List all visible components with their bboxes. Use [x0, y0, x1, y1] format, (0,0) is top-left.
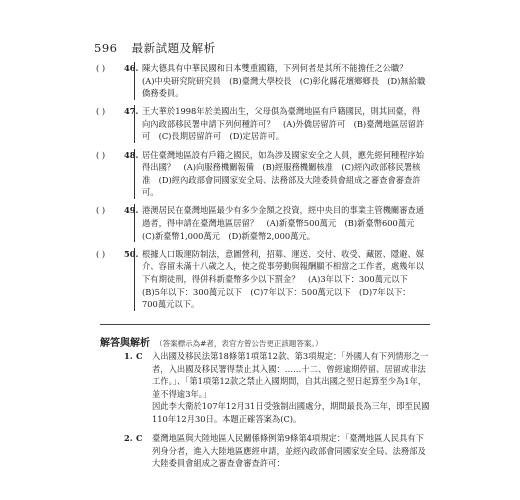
question-item [96, 204, 426, 242]
question-list [96, 62, 426, 316]
page-header [94, 40, 216, 56]
question-number: 46. [124, 63, 139, 73]
answer-number: 1. [124, 351, 133, 361]
question-number: 47. [124, 106, 139, 117]
answer-explanation [100, 350, 430, 426]
answer-number: 2. [124, 433, 133, 443]
question-number: 49. [124, 205, 139, 216]
answer-blank: ( ) [96, 248, 106, 259]
question-item [96, 62, 426, 100]
answer-choice: C [136, 433, 143, 443]
question-number: 48. [124, 149, 139, 160]
section-subtitle: （答案標示為#者，表官方曾公告更正該題答案。） [155, 339, 323, 348]
explanation-paragraph: 臺灣地區與大陸地區人民關係條例第9條第4項規定：「臺灣地區人民具有下列身分者，進入大陸地區應經申請，並經內政部會同國家安全局、法務部及大陸委員會組成之審查會審查許可： [152, 433, 426, 469]
question-item [96, 248, 426, 311]
question-text: 陳大德具有中華民國和日本雙重國籍，下列何者是其所不能擔任之公職？ (A)中央研究院研究員 (B)臺灣大學校長 (C)彰化縣花壇鄉鄉長 (D)無給職僑務委員。 [142, 63, 426, 99]
explanation-paragraph: 因此李大衛於107年12月31日受強制出國處分，期間最長為三年，即至民國110年12月30日。本題正確答案為(C)。 [152, 401, 430, 424]
answer-blank: ( ) [96, 106, 106, 117]
answer-explanation [100, 432, 430, 470]
question-text: 根據人口販運防制法，意圖營利，招募、運送、交付、收受、藏匿、隱避、媒介、容留未滿十八歲之人，使之從事勞動與報酬顯不相當之工作者，處幾年以下有期徒刑，得併科新臺幣多少以下罰金？ (A)3年以下：300萬元以下 (B)5年以下：300萬元以下 (C)7年以下：500萬元以下 (D)7年以下：700萬元以下。 [142, 248, 425, 310]
answer-blank: ( ) [96, 149, 106, 160]
question-item [96, 105, 426, 143]
answer-choice: C [136, 351, 143, 361]
explanation-paragraph: 入出國及移民法第18條第1項第12款、第3項規定：「外國人有下列情形之一者，入出國及移民署得禁止其入國：……十二、曾經逾期停留、居留或非法工作。」、「第1項第12款之禁止入國期間，自其出國之翌日起算至少為1年，並不得逾3年。」 [152, 351, 429, 399]
answer-item [100, 432, 430, 470]
answer-section-header [100, 324, 430, 350]
answer-blank: ( ) [96, 63, 106, 73]
section-title: 解答與解析 [100, 338, 150, 349]
answer-blank: ( ) [96, 205, 106, 216]
question-text: 港澳居民在臺灣地區最少有多少金額之投資，經中央目的事業主管機關審查通過者，得申請在臺灣地區居留？ (A)新臺幣500萬元 (B)新臺幣600萬元 (C)新臺幣1,000萬元 (D)新臺幣2,000萬元。 [142, 205, 425, 241]
question-text: 居住臺灣地區設有戶籍之國民，如為涉及國家安全之人員，應先經何種程序始得出國？ (A)向服務機關報備 (B)經服務機關核准 (C)經內政部移民署核准 (D)經內政部會同國家安全局、法務部及大陸委員會組成之審查會審查許可。 [142, 149, 425, 198]
answer-item [100, 350, 430, 426]
question-text: 王大華於1998年於美國出生，父母俱為臺灣地區有戶籍國民，則其回臺，得向內政部移民署申請下列何種許可？ (A)外僑居留許可 (B)臺灣地區居留許可 (C)長期居留許可 (D)定居許可。 [142, 106, 425, 142]
question-number: 50. [124, 248, 139, 259]
page-number: 596 [94, 41, 118, 55]
book-title: 最新試題及解析 [131, 41, 216, 55]
question-item [96, 149, 426, 199]
